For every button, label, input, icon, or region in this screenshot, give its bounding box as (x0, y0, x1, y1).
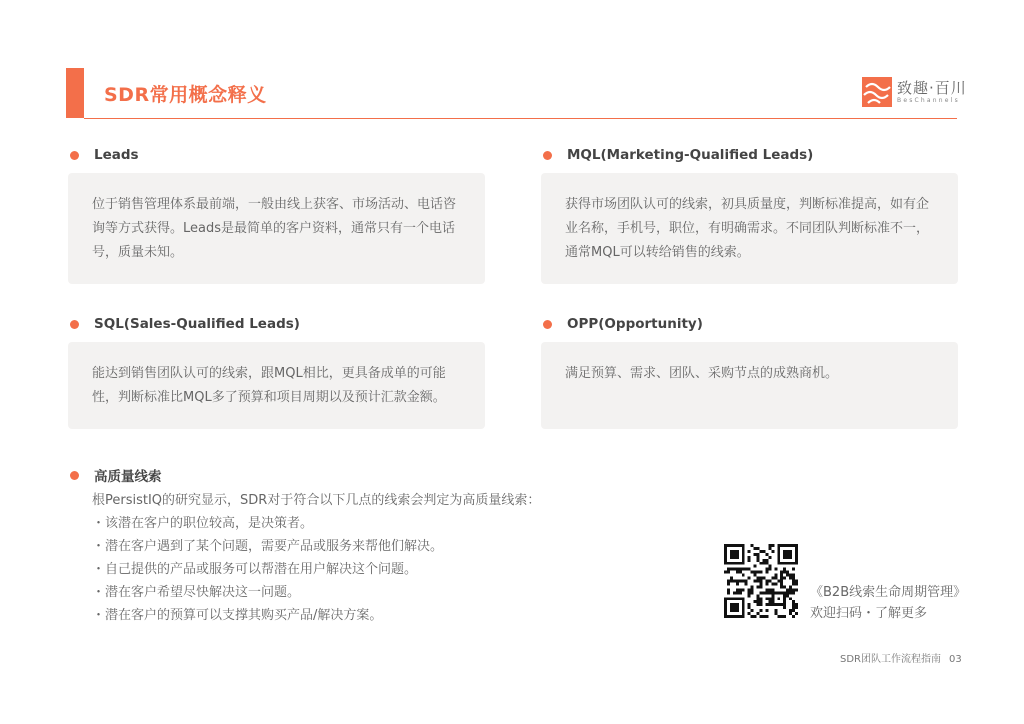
header-divider (84, 118, 957, 119)
section-mql-header (543, 147, 813, 163)
bullet-dot-icon (70, 320, 79, 329)
high-quality-list (92, 512, 443, 627)
qr-caption-subtitle: 欢迎扫码・了解更多 (810, 606, 928, 621)
page-number: 03 (949, 654, 962, 665)
page-footer (840, 650, 962, 665)
section-high-quality-header (70, 465, 162, 485)
section-sql-body: 能达到销售团队认可的线索，跟MQL相比，更具备成单的可能性，判断标准比MQL多了预算和项目周期以及预计汇款金额。 (92, 366, 446, 405)
section-opp-body: 满足预算、需求、团队、采购节点的成熟商机。 (565, 366, 839, 381)
high-quality-intro: 根PersistIQ的研究显示，SDR对于符合以下几点的线索会判定为高质量线索： (92, 493, 541, 508)
qr-caption-title: 《B2B线索生命周期管理》 (810, 585, 967, 600)
section-mql-body: 获得市场团队认可的线索，初具质量度，判断标准提高，如有企业名称，手机号，职位，有明确需求。不同团队判断标准不一，通常MQL可以转给销售的线索。 (565, 197, 930, 260)
footer-doc-name: SDR团队工作流程指南 (840, 654, 941, 665)
section-leads-body: 位于销售管理体系最前端，一般由线上获客、市场活动、电话咨询等方式获得。Leads是最简单的客户资料，通常只有一个电话号，质量未知。 (92, 197, 457, 260)
section-high-quality-title: 高质量线索 (94, 469, 162, 485)
logo-english-text: BesChannels (897, 97, 960, 104)
section-sql-title: SQL(Sales-Qualified Leads) (94, 316, 300, 332)
section-opp-header (543, 316, 703, 332)
logo-chinese-text: 致趣·百川 (897, 79, 967, 97)
section-leads-card (68, 173, 485, 284)
list-item: ・该潜在客户的职位较高，是决策者。 (92, 516, 314, 531)
list-item: ・潜在客户遇到了某个问题，需要产品或服务来帮他们解决。 (92, 539, 444, 554)
section-mql-title: MQL(Marketing-Qualified Leads) (567, 147, 814, 163)
list-item: ・潜在客户希望尽快解决这一问题。 (92, 585, 301, 600)
bullet-dot-icon (70, 151, 79, 160)
bullet-dot-icon (70, 471, 79, 480)
section-leads-title: Leads (94, 147, 139, 163)
page-title: SDR常用概念释义 (104, 84, 267, 106)
list-item: ・潜在客户的预算可以支撑其购买产品/解决方案。 (92, 608, 383, 623)
header-accent-bar (66, 68, 84, 118)
qr-caption (810, 582, 966, 624)
section-opp-card (541, 342, 958, 429)
brand-logo (862, 76, 967, 108)
list-item: ・自己提供的产品或服务可以帮潜在用户解决这个问题。 (92, 562, 418, 577)
logo-mark-icon (862, 77, 892, 107)
section-mql-card (541, 173, 958, 284)
section-sql-header (70, 316, 300, 332)
qr-code-icon[interactable] (724, 544, 798, 618)
section-opp-title: OPP(Opportunity) (567, 316, 703, 332)
bullet-dot-icon (543, 151, 552, 160)
section-leads-header (70, 147, 139, 163)
section-sql-card (68, 342, 485, 429)
bullet-dot-icon (543, 320, 552, 329)
